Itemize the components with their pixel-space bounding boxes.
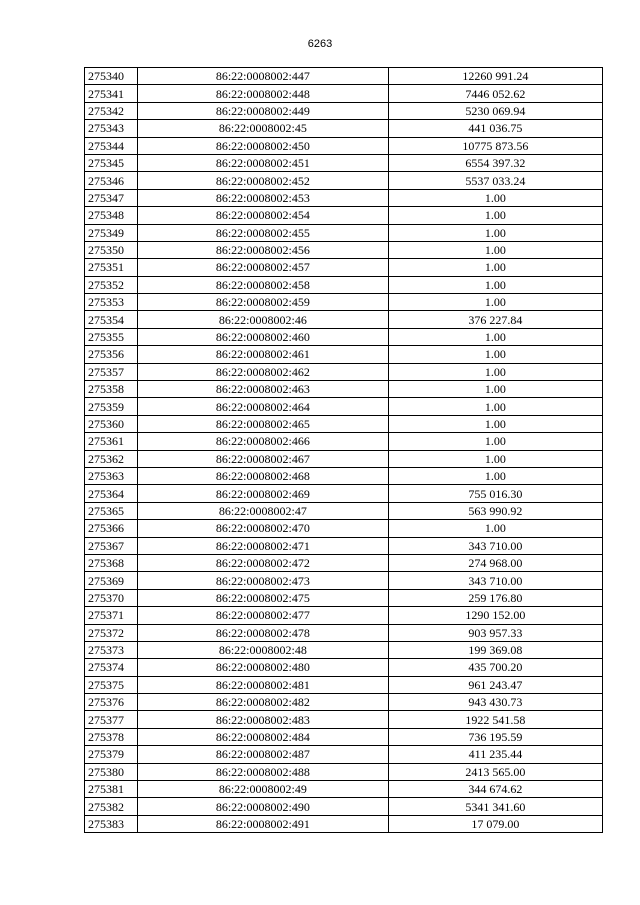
- row-number-cell: 275382: [85, 798, 138, 815]
- cadastral-value-cell: 563 990.92: [388, 502, 602, 519]
- cadastral-number-cell: 86:22:0008002:467: [137, 450, 388, 467]
- cadastral-number-cell: 86:22:0008002:456: [137, 241, 388, 258]
- table-row: [85, 207, 603, 224]
- cadastral-number-cell: 86:22:0008002:466: [137, 433, 388, 450]
- cadastral-value-cell: 1.00: [388, 450, 602, 467]
- cadastral-number-cell: 86:22:0008002:464: [137, 398, 388, 415]
- table-row: [85, 381, 603, 398]
- table-row: [85, 68, 603, 85]
- cadastral-number-cell: 86:22:0008002:462: [137, 363, 388, 380]
- table-row: [85, 502, 603, 519]
- cadastral-number-cell: 86:22:0008002:449: [137, 102, 388, 119]
- cadastral-value-cell: 2413 565.00: [388, 763, 602, 780]
- cadastral-number-cell: 86:22:0008002:475: [137, 589, 388, 606]
- cadastral-number-cell: 86:22:0008002:454: [137, 207, 388, 224]
- table-row: [85, 433, 603, 450]
- cadastral-number-cell: 86:22:0008002:45: [137, 120, 388, 137]
- cadastral-value-cell: 903 957.33: [388, 624, 602, 641]
- cadastral-value-cell: 1.00: [388, 520, 602, 537]
- cadastral-number-cell: 86:22:0008002:472: [137, 554, 388, 571]
- table-row: [85, 781, 603, 798]
- cadastral-number-cell: 86:22:0008002:459: [137, 294, 388, 311]
- cadastral-number-cell: 86:22:0008002:487: [137, 746, 388, 763]
- row-number-cell: 275343: [85, 120, 138, 137]
- cadastral-number-cell: 86:22:0008002:457: [137, 259, 388, 276]
- table-row: [85, 294, 603, 311]
- row-number-cell: 275349: [85, 224, 138, 241]
- row-number-cell: 275374: [85, 659, 138, 676]
- row-number-cell: 275362: [85, 450, 138, 467]
- table-row: [85, 450, 603, 467]
- page-number: 6263: [307, 38, 333, 50]
- cadastral-value-cell: 10775 873.56: [388, 137, 602, 154]
- cadastral-value-cell: 1.00: [388, 467, 602, 484]
- table-row: [85, 485, 603, 502]
- row-number-cell: 275376: [85, 694, 138, 711]
- row-number-cell: 275351: [85, 259, 138, 276]
- cadastral-number-cell: 86:22:0008002:447: [137, 68, 388, 85]
- cadastral-value-cell: 1290 152.00: [388, 607, 602, 624]
- cadastral-number-cell: 86:22:0008002:473: [137, 572, 388, 589]
- cadastral-value-cell: 943 430.73: [388, 694, 602, 711]
- cadastral-value-cell: 17 079.00: [388, 815, 602, 832]
- cadastral-number-cell: 86:22:0008002:48: [137, 641, 388, 658]
- row-number-cell: 275370: [85, 589, 138, 606]
- cadastral-value-cell: 1.00: [388, 381, 602, 398]
- cadastral-value-cell: 1.00: [388, 398, 602, 415]
- cadastral-number-cell: 86:22:0008002:488: [137, 763, 388, 780]
- cadastral-value-cell: 1.00: [388, 241, 602, 258]
- table-row: [85, 311, 603, 328]
- table-row: [85, 659, 603, 676]
- row-number-cell: 275379: [85, 746, 138, 763]
- row-number-cell: 275366: [85, 520, 138, 537]
- table-row: [85, 711, 603, 728]
- table-row: [85, 572, 603, 589]
- cadastral-value-cell: 961 243.47: [388, 676, 602, 693]
- cadastral-number-cell: 86:22:0008002:471: [137, 537, 388, 554]
- cadastral-number-cell: 86:22:0008002:468: [137, 467, 388, 484]
- table-row: [85, 746, 603, 763]
- row-number-cell: 275347: [85, 189, 138, 206]
- cadastral-value-cell: 1.00: [388, 328, 602, 345]
- cadastral-number-cell: 86:22:0008002:469: [137, 485, 388, 502]
- cadastral-number-cell: 86:22:0008002:482: [137, 694, 388, 711]
- cadastral-value-cell: 7446 052.62: [388, 85, 602, 102]
- cadastral-value-cell: 6554 397.32: [388, 154, 602, 171]
- cadastral-number-cell: 86:22:0008002:46: [137, 311, 388, 328]
- cadastral-number-cell: 86:22:0008002:448: [137, 85, 388, 102]
- table-row: [85, 607, 603, 624]
- table-row: [85, 467, 603, 484]
- row-number-cell: 275340: [85, 68, 138, 85]
- row-number-cell: 275371: [85, 607, 138, 624]
- row-number-cell: 275380: [85, 763, 138, 780]
- cadastral-value-cell: 1.00: [388, 346, 602, 363]
- cadastral-value-cell: 5230 069.94: [388, 102, 602, 119]
- cadastral-value-table: [84, 67, 603, 833]
- table-row: [85, 137, 603, 154]
- table-row: [85, 815, 603, 832]
- cadastral-value-cell: 1.00: [388, 259, 602, 276]
- cadastral-number-cell: 86:22:0008002:455: [137, 224, 388, 241]
- table-row: [85, 676, 603, 693]
- row-number-cell: 275363: [85, 467, 138, 484]
- table-row: [85, 328, 603, 345]
- row-number-cell: 275361: [85, 433, 138, 450]
- row-number-cell: 275381: [85, 781, 138, 798]
- cadastral-value-cell: 5537 033.24: [388, 172, 602, 189]
- cadastral-number-cell: 86:22:0008002:481: [137, 676, 388, 693]
- table-body: [85, 68, 603, 833]
- cadastral-number-cell: 86:22:0008002:452: [137, 172, 388, 189]
- row-number-cell: 275375: [85, 676, 138, 693]
- table-row: [85, 554, 603, 571]
- table-row: [85, 259, 603, 276]
- cadastral-number-cell: 86:22:0008002:484: [137, 728, 388, 745]
- cadastral-number-cell: 86:22:0008002:490: [137, 798, 388, 815]
- cadastral-number-cell: 86:22:0008002:451: [137, 154, 388, 171]
- cadastral-value-cell: 1.00: [388, 224, 602, 241]
- table-row: [85, 520, 603, 537]
- table-row: [85, 346, 603, 363]
- table-row: [85, 798, 603, 815]
- table-row: [85, 172, 603, 189]
- cadastral-value-cell: 343 710.00: [388, 537, 602, 554]
- row-number-cell: 275368: [85, 554, 138, 571]
- cadastral-number-cell: 86:22:0008002:47: [137, 502, 388, 519]
- table-row: [85, 224, 603, 241]
- row-number-cell: 275344: [85, 137, 138, 154]
- cadastral-value-cell: 5341 341.60: [388, 798, 602, 815]
- table-row: [85, 363, 603, 380]
- row-number-cell: 275348: [85, 207, 138, 224]
- table-row: [85, 589, 603, 606]
- cadastral-value-cell: 755 016.30: [388, 485, 602, 502]
- row-number-cell: 275355: [85, 328, 138, 345]
- cadastral-value-cell: 199 369.08: [388, 641, 602, 658]
- table-row: [85, 85, 603, 102]
- cadastral-number-cell: 86:22:0008002:453: [137, 189, 388, 206]
- cadastral-value-cell: 736 195.59: [388, 728, 602, 745]
- cadastral-value-cell: 343 710.00: [388, 572, 602, 589]
- row-number-cell: 275356: [85, 346, 138, 363]
- row-number-cell: 275354: [85, 311, 138, 328]
- row-number-cell: 275372: [85, 624, 138, 641]
- cadastral-number-cell: 86:22:0008002:470: [137, 520, 388, 537]
- cadastral-value-cell: 344 674.62: [388, 781, 602, 798]
- cadastral-number-cell: 86:22:0008002:477: [137, 607, 388, 624]
- row-number-cell: 275360: [85, 415, 138, 432]
- row-number-cell: 275373: [85, 641, 138, 658]
- row-number-cell: 275345: [85, 154, 138, 171]
- table-row: [85, 241, 603, 258]
- row-number-cell: 275369: [85, 572, 138, 589]
- cadastral-value-cell: 435 700.20: [388, 659, 602, 676]
- table-row: [85, 102, 603, 119]
- row-number-cell: 275352: [85, 276, 138, 293]
- cadastral-value-cell: 1.00: [388, 294, 602, 311]
- cadastral-number-cell: 86:22:0008002:483: [137, 711, 388, 728]
- row-number-cell: 275353: [85, 294, 138, 311]
- table-row: [85, 641, 603, 658]
- cadastral-value-cell: 259 176.80: [388, 589, 602, 606]
- row-number-cell: 275341: [85, 85, 138, 102]
- cadastral-value-cell: 274 968.00: [388, 554, 602, 571]
- row-number-cell: 275365: [85, 502, 138, 519]
- row-number-cell: 275383: [85, 815, 138, 832]
- table-row: [85, 624, 603, 641]
- cadastral-value-cell: 1922 541.58: [388, 711, 602, 728]
- row-number-cell: 275359: [85, 398, 138, 415]
- row-number-cell: 275378: [85, 728, 138, 745]
- cadastral-value-cell: 12260 991.24: [388, 68, 602, 85]
- cadastral-number-cell: 86:22:0008002:463: [137, 381, 388, 398]
- table-row: [85, 154, 603, 171]
- cadastral-value-cell: 411 235.44: [388, 746, 602, 763]
- table-row: [85, 120, 603, 137]
- table-row: [85, 415, 603, 432]
- table-row: [85, 398, 603, 415]
- table-row: [85, 728, 603, 745]
- cadastral-value-cell: 1.00: [388, 363, 602, 380]
- table-row: [85, 694, 603, 711]
- table-row: [85, 276, 603, 293]
- cadastral-number-cell: 86:22:0008002:478: [137, 624, 388, 641]
- row-number-cell: 275358: [85, 381, 138, 398]
- cadastral-value-cell: 1.00: [388, 433, 602, 450]
- cadastral-number-cell: 86:22:0008002:49: [137, 781, 388, 798]
- cadastral-number-cell: 86:22:0008002:491: [137, 815, 388, 832]
- row-number-cell: 275357: [85, 363, 138, 380]
- row-number-cell: 275377: [85, 711, 138, 728]
- cadastral-number-cell: 86:22:0008002:450: [137, 137, 388, 154]
- row-number-cell: 275367: [85, 537, 138, 554]
- cadastral-value-cell: 441 036.75: [388, 120, 602, 137]
- cadastral-number-cell: 86:22:0008002:480: [137, 659, 388, 676]
- table-row: [85, 763, 603, 780]
- cadastral-value-cell: 1.00: [388, 189, 602, 206]
- table-row: [85, 537, 603, 554]
- row-number-cell: 275364: [85, 485, 138, 502]
- row-number-cell: 275346: [85, 172, 138, 189]
- cadastral-number-cell: 86:22:0008002:465: [137, 415, 388, 432]
- cadastral-value-cell: 1.00: [388, 276, 602, 293]
- row-number-cell: 275350: [85, 241, 138, 258]
- cadastral-number-cell: 86:22:0008002:460: [137, 328, 388, 345]
- cadastral-number-cell: 86:22:0008002:458: [137, 276, 388, 293]
- cadastral-value-cell: 1.00: [388, 207, 602, 224]
- row-number-cell: 275342: [85, 102, 138, 119]
- cadastral-number-cell: 86:22:0008002:461: [137, 346, 388, 363]
- table-row: [85, 189, 603, 206]
- cadastral-value-cell: 1.00: [388, 415, 602, 432]
- cadastral-value-cell: 376 227.84: [388, 311, 602, 328]
